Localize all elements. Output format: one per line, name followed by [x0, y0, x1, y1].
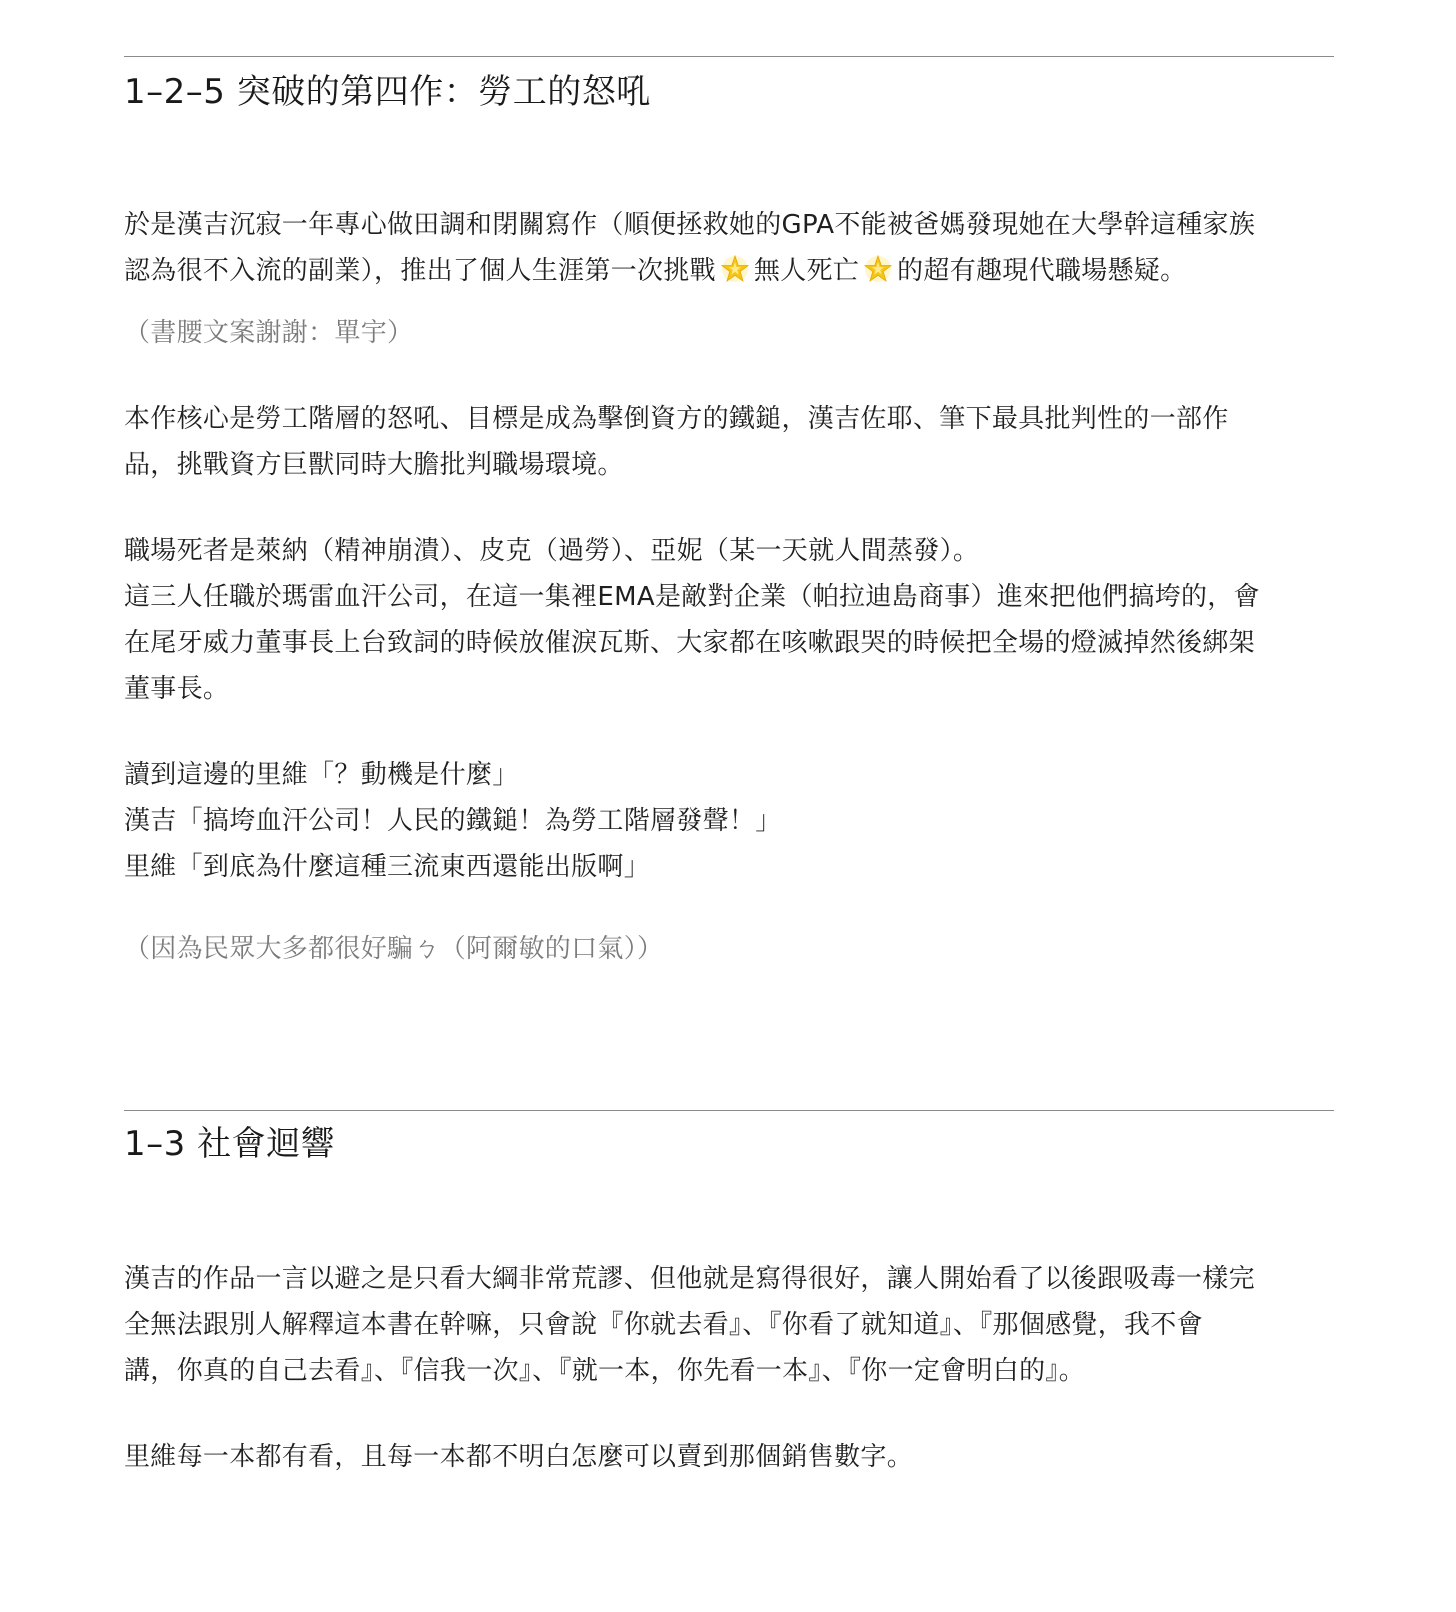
text-segment: 認為很不入流的副業），推出了個人生涯第一次挑戰 — [124, 256, 716, 286]
paragraph-line: 這三人任職於瑪雷血汗公司，在這一集裡EMA是敵對企業（帕拉迪島商事）進來把他們搞垮的，會 — [124, 582, 1260, 612]
paragraph-line: 董事長。 — [124, 674, 230, 704]
paragraph-release — [124, 202, 1255, 294]
glowing-star-icon — [863, 254, 893, 284]
section-divider-1 — [124, 56, 1334, 57]
dialogue-line: 讀到這邊的里維「？動機是什麼」 — [124, 760, 519, 790]
text-segment: 的超有趣現代職場懸疑。 — [897, 256, 1187, 286]
paragraph-core-theme — [124, 396, 1229, 488]
paragraph-line: 品，挑戰資方巨獸同時大膽批判職場環境。 — [124, 450, 624, 480]
paragraph-line: 職場死者是萊納（精神崩潰）、皮克（過勞）、亞妮（某一天就人間蒸發）。 — [124, 536, 980, 566]
paragraph-line: 本作核心是勞工階層的怒吼、目標是成為擊倒資方的鐵鎚，漢吉佐耶、筆下最具批判性的一部作 — [124, 404, 1229, 434]
paragraph-dialogue — [124, 752, 782, 890]
dialogue-line: 里維「到底為什麼這種三流東西還能出版啊」 — [124, 852, 651, 882]
aside-note: （因為民眾大多都很好騙ㄅ（阿爾敏的口氣）） — [124, 934, 664, 964]
section-heading-1-3: 1–3 社會迴響 — [124, 1124, 336, 1164]
text-segment-no-death: 無人死亡 — [753, 256, 860, 286]
blurb-credit-note: （書腰文案謝謝：單宇） — [124, 318, 414, 348]
paragraph-reception — [124, 1256, 1255, 1394]
paragraph-line: 漢吉的作品一言以避之是只看大綱非常荒謬、但他就是寫得很好，讓人開始看了以後跟吸毒一樣完 — [124, 1264, 1255, 1294]
paragraph-line — [124, 248, 1255, 294]
paragraph-line: 於是漢吉沉寂一年專心做田調和閉關寫作（順便拯救她的GPA不能被爸媽發現她在大學幹這種家族 — [124, 210, 1256, 240]
paragraph-line: 講，你真的自己去看』、『信我一次』、『就一本，你先看一本』、『你一定會明白的』。 — [124, 1356, 1086, 1386]
paragraph-line: 全無法跟別人解釋這本書在幹嘛，只會說『你就去看』、『你看了就知道』、『那個感覺，我不會 — [124, 1310, 1203, 1340]
section-divider-2 — [124, 1110, 1334, 1111]
paragraph-levi-reads: 里維每一本都有看，且每一本都不明白怎麼可以賣到那個銷售數字。 — [124, 1442, 914, 1472]
paragraph-victims — [124, 528, 1260, 712]
glowing-star-icon — [720, 254, 750, 284]
dialogue-line: 漢吉「搞垮血汗公司！人民的鐵鎚！為勞工階層發聲！」 — [124, 806, 782, 836]
paragraph-line: 在尾牙威力董事長上台致詞的時候放催淚瓦斯、大家都在咳嗽跟哭的時候把全場的燈滅掉然後綁架 — [124, 628, 1255, 658]
section-heading-1-2-5: 1–2–5 突破的第四作：勞工的怒吼 — [124, 72, 651, 112]
